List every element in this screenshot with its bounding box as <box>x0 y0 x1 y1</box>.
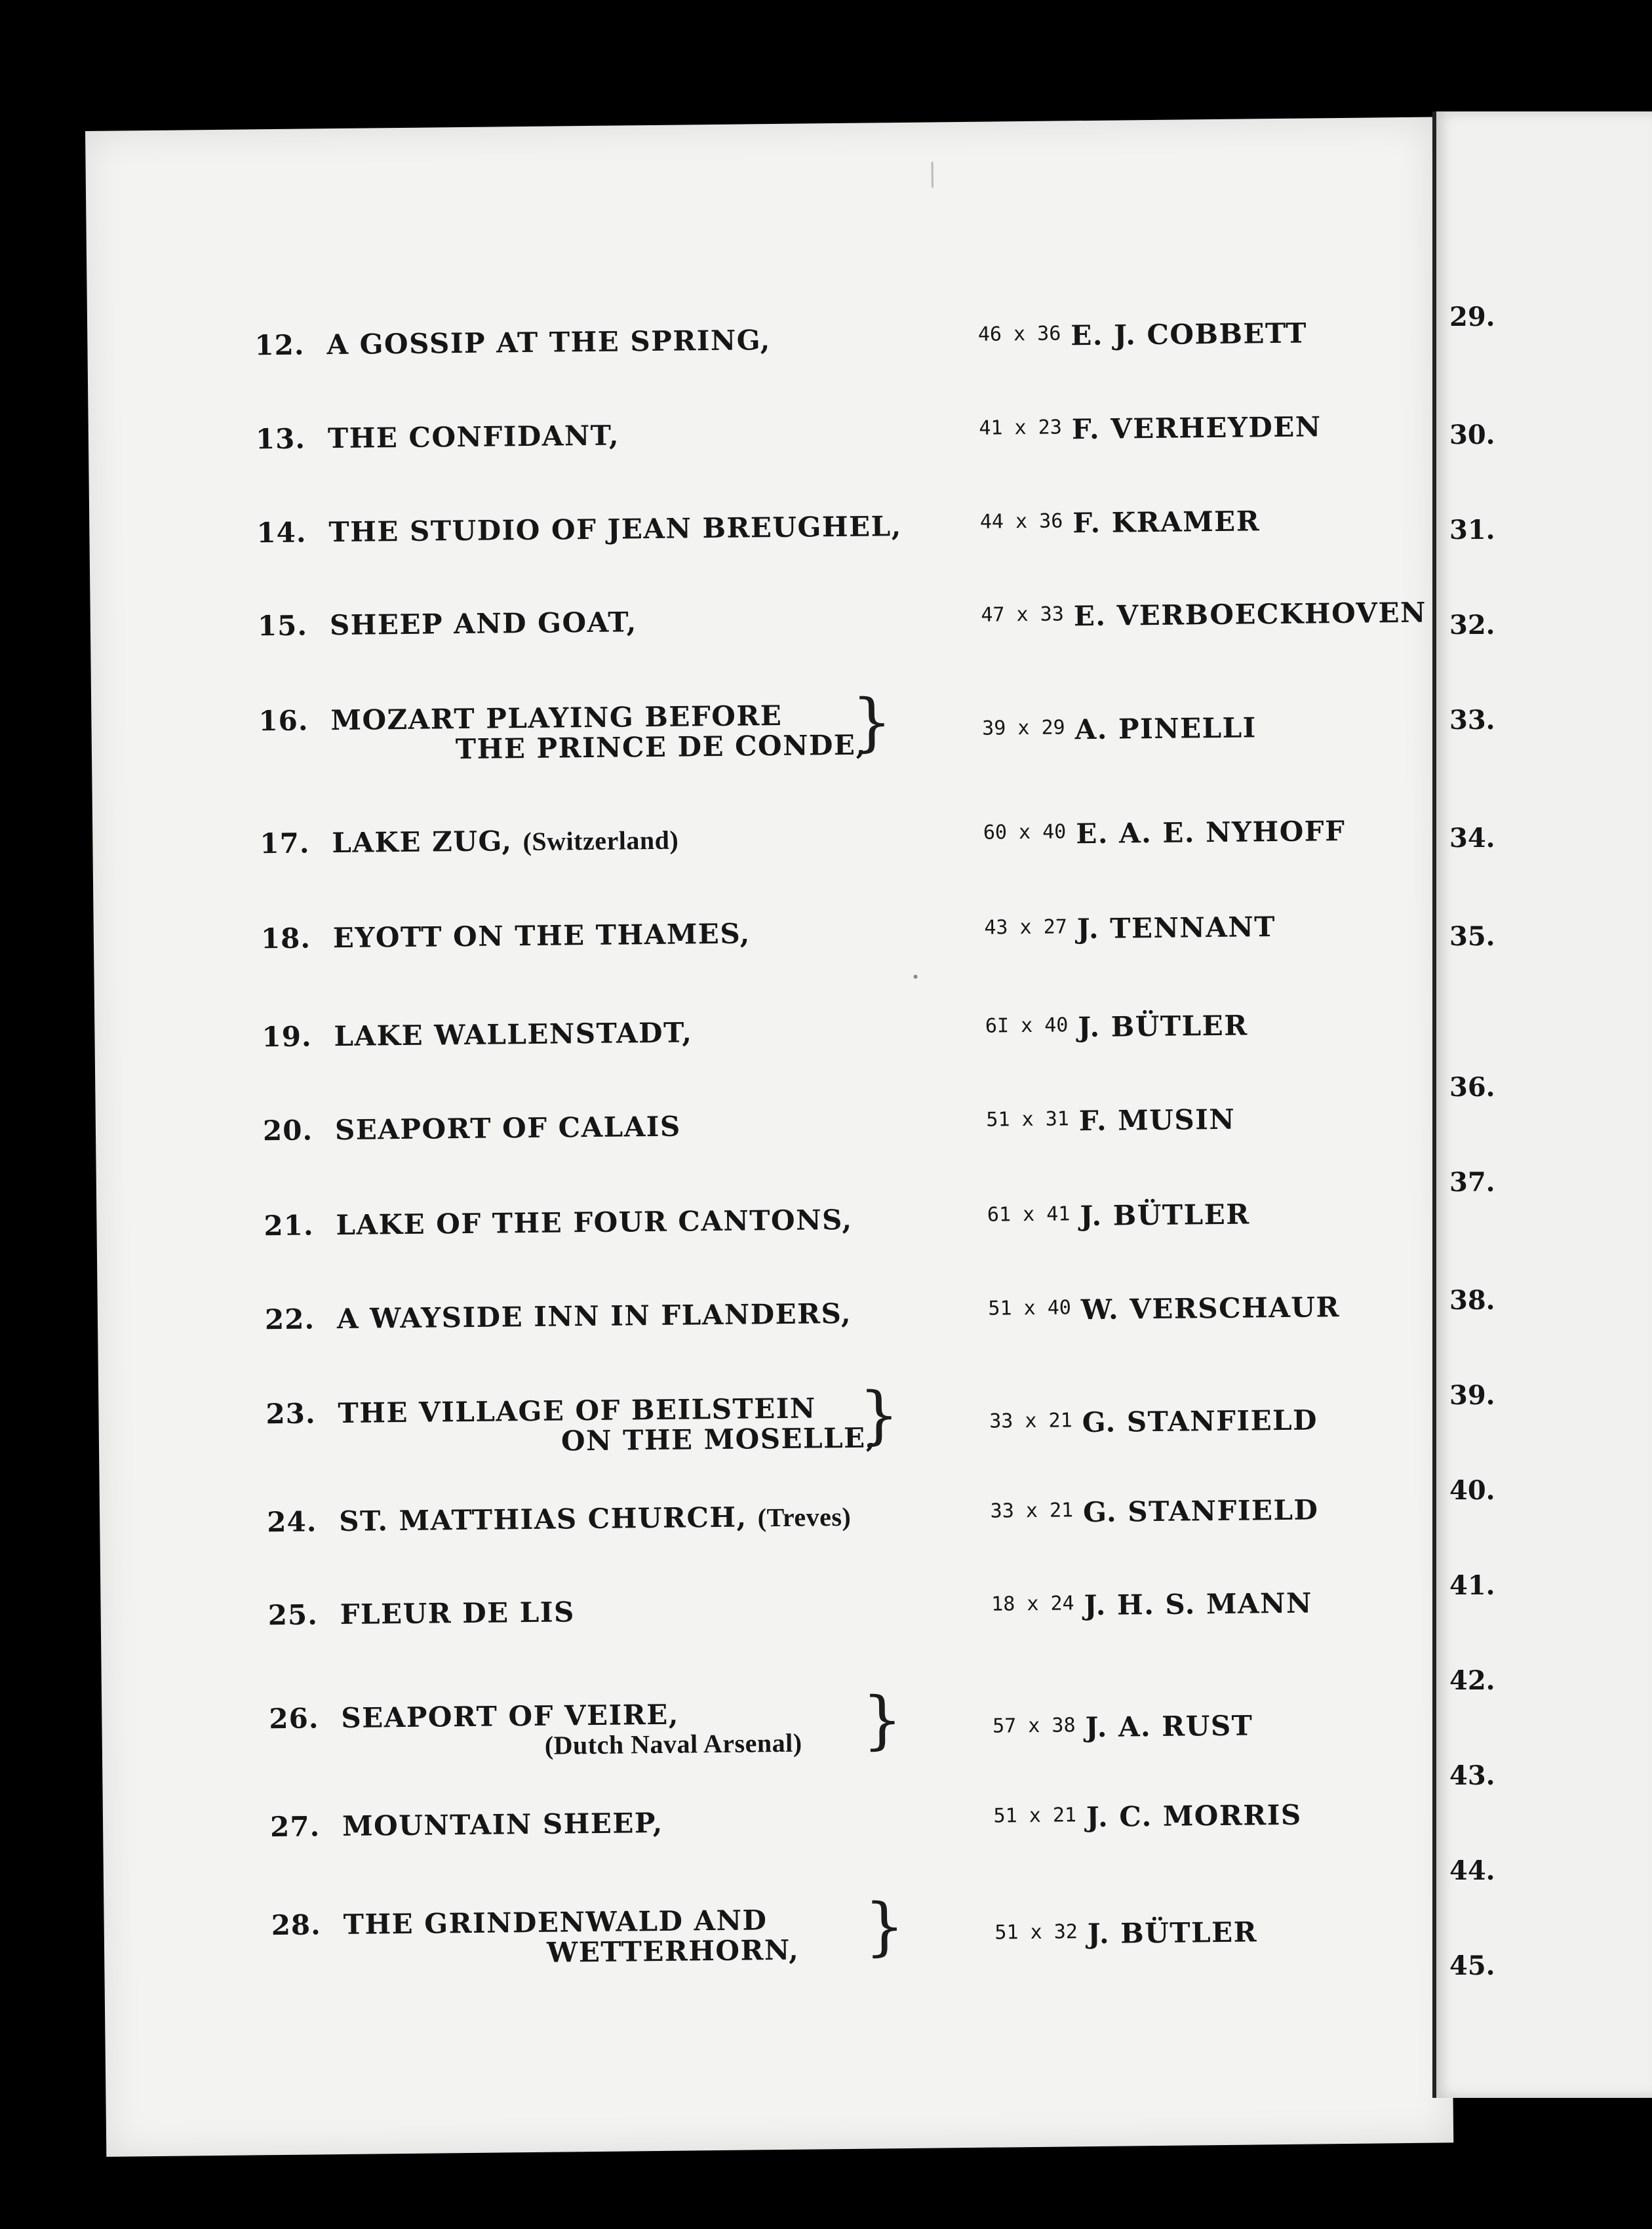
dimensions: 46 x 36 <box>977 322 1061 346</box>
entry-number: 18. <box>260 922 311 955</box>
dimensions: 47 x 33 <box>981 602 1064 627</box>
artist-name: G. STANFIELD <box>1082 1493 1319 1529</box>
painting-title: FLEUR DE LIS <box>340 1596 576 1631</box>
catalogue-entry <box>267 1574 1422 1665</box>
catalogue-entry <box>254 304 1409 395</box>
catalogue-entry <box>271 1884 1425 1975</box>
entry-number: 19. <box>262 1020 312 1054</box>
catalogue-entry <box>270 1786 1425 1876</box>
painting-title: THE STUDIO OF JEAN BREUGHEL, <box>328 509 902 549</box>
dimensions: 33 x 21 <box>989 1409 1072 1433</box>
brace-glyph: } <box>864 1889 905 1963</box>
catalogue-entry <box>256 492 1411 582</box>
artist-name: W. VERSCHAUR <box>1080 1291 1341 1326</box>
paper-speck <box>914 975 918 979</box>
painting-title: MOZART PLAYING BEFORE <box>330 699 783 737</box>
painting-title: MOUNTAIN SHEEP, <box>342 1806 663 1843</box>
dimensions: 51 x 32 <box>994 1920 1078 1944</box>
dimensions: 43 x 27 <box>984 915 1067 939</box>
entry-number: 16. <box>258 704 309 738</box>
painting-title: SEAPORT OF CALAIS <box>334 1110 681 1147</box>
facing-page-number: 43. <box>1449 1760 1495 1791</box>
painting-title: ST. MATTHIAS CHURCH, <box>338 1501 747 1538</box>
dimensions: 57 x 38 <box>992 1714 1076 1738</box>
artist-name: A. PINELLI <box>1074 711 1257 746</box>
painting-subtitle: (Switzerland) <box>522 825 679 857</box>
catalogue-entry <box>260 802 1414 893</box>
dimensions: 6I x 40 <box>985 1014 1069 1038</box>
painting-title: THE GRINDENWALD AND <box>343 1904 768 1941</box>
dimensions: 33 x 21 <box>990 1499 1074 1523</box>
artist-name: J. H. S. MANN <box>1084 1587 1313 1622</box>
painting-subtitle: (Treves) <box>757 1501 852 1533</box>
facing-page-number: 44. <box>1449 1855 1495 1886</box>
facing-page-number: 31. <box>1449 515 1495 545</box>
artist-name: J. C. MORRIS <box>1086 1798 1302 1834</box>
catalogue-entry <box>260 898 1415 988</box>
entry-number: 20. <box>262 1114 313 1147</box>
dimensions: 44 x 36 <box>979 509 1063 534</box>
dimensions: 41 x 23 <box>979 416 1062 440</box>
painting-title-line2: WETTERHORN, <box>546 1933 800 1969</box>
facing-page-number: 29. <box>1449 302 1495 332</box>
facing-page-number: 38. <box>1449 1285 1495 1316</box>
painting-title: LAKE WALLENSTADT, <box>334 1016 693 1053</box>
painting-title-group <box>332 821 856 859</box>
entry-number: 27. <box>269 1810 321 1844</box>
painting-title: THE VILLAGE OF BEILSTEIN <box>338 1392 817 1430</box>
artist-name: J. A. RUST <box>1085 1709 1253 1744</box>
painting-title-group <box>339 1500 863 1537</box>
catalogue-entry <box>262 996 1416 1086</box>
entry-number: 13. <box>255 422 306 456</box>
artist-name: J. BÜTLER <box>1078 1009 1248 1044</box>
artist-name: F. MUSIN <box>1078 1103 1236 1137</box>
painting-title: LAKE OF THE FOUR CANTONS, <box>336 1203 853 1242</box>
paper-speck <box>932 161 934 187</box>
painting-title: LAKE ZUG, <box>332 825 513 859</box>
artist-name: E. VERBOECKHOVEN <box>1073 596 1427 633</box>
artist-name: J. BÜTLER <box>1087 1916 1258 1950</box>
entry-number: 15. <box>257 609 308 642</box>
entry-number: 21. <box>264 1209 314 1242</box>
facing-page-number: 42. <box>1449 1665 1495 1696</box>
brace-glyph: } <box>858 1378 900 1452</box>
facing-page-number: 39. <box>1449 1380 1495 1411</box>
facing-page-number: 32. <box>1449 610 1495 641</box>
facing-page-number: 36. <box>1449 1072 1495 1103</box>
painting-title-line2: THE PRINCE DE CONDE, <box>455 728 867 766</box>
facing-page-number: 40. <box>1449 1475 1495 1506</box>
dimensions: 51 x 40 <box>988 1296 1072 1320</box>
facing-page-number: 35. <box>1449 921 1495 952</box>
artist-name: F. VERHEYDEN <box>1071 410 1322 446</box>
artist-name: J. BÜTLER <box>1080 1198 1250 1233</box>
facing-page-number: 45. <box>1449 1950 1495 1981</box>
entry-number: 25. <box>267 1598 319 1632</box>
catalogue-entry <box>266 1373 1420 1463</box>
dimensions: 51 x 21 <box>993 1804 1077 1828</box>
catalogue-entry <box>264 1185 1418 1275</box>
entry-number: 26. <box>269 1702 319 1735</box>
facing-page-number: 33. <box>1449 705 1495 736</box>
facing-page-number: 41. <box>1449 1570 1495 1601</box>
catalogue-entry <box>269 1678 1423 1768</box>
entry-number: 12. <box>254 328 305 362</box>
painting-title: SHEEP AND GOAT, <box>329 606 637 642</box>
entry-number: 17. <box>260 827 310 860</box>
brace-glyph: } <box>851 685 893 759</box>
artist-name: G. STANFIELD <box>1082 1404 1318 1439</box>
entry-number: 22. <box>264 1303 315 1336</box>
artist-name: E. A. E. NYHOFF <box>1076 814 1346 850</box>
facing-page-number: 37. <box>1449 1167 1495 1198</box>
brace-glyph: } <box>861 1683 903 1757</box>
catalogue-entry <box>267 1481 1421 1571</box>
painting-title-line2: ON THE MOSELLE, <box>560 1421 876 1457</box>
entry-number: 14. <box>256 516 307 549</box>
catalogue-entry <box>263 1090 1417 1180</box>
catalogue-page <box>85 117 1453 2156</box>
dimensions: 60 x 40 <box>983 820 1067 844</box>
artist-name: F. KRAMER <box>1072 505 1261 540</box>
facing-page-number: 30. <box>1449 420 1495 450</box>
painting-title: SEAPORT OF VEIRE, <box>341 1698 680 1735</box>
artist-name: J. TENNANT <box>1076 911 1276 945</box>
dimensions: 18 x 24 <box>991 1592 1074 1616</box>
entry-number: 28. <box>271 1908 322 1942</box>
catalogue-entry <box>255 398 1409 488</box>
painting-title: A GOSSIP AT THE SPRING, <box>326 324 771 361</box>
entry-number: 24. <box>266 1505 317 1539</box>
painting-title-line2: (Dutch Naval Arsenal) <box>544 1727 802 1760</box>
dimensions: 39 x 29 <box>981 716 1065 740</box>
painting-title: THE CONFIDANT, <box>327 419 620 455</box>
painting-title: A WAYSIDE INN IN FLANDERS, <box>336 1297 852 1335</box>
artist-name: E. J. COBBETT <box>1071 317 1308 352</box>
painting-title: EYOTT ON THE THAMES, <box>332 917 751 955</box>
catalogue-entry <box>257 585 1427 675</box>
catalogue-entry <box>265 1278 1419 1369</box>
facing-page-number: 34. <box>1449 823 1495 854</box>
entry-number: 23. <box>266 1397 316 1430</box>
dimensions: 61 x 41 <box>987 1202 1071 1227</box>
dimensions: 51 x 31 <box>986 1107 1070 1132</box>
catalogue-entry <box>258 680 1413 770</box>
facing-page <box>1432 111 1652 2098</box>
